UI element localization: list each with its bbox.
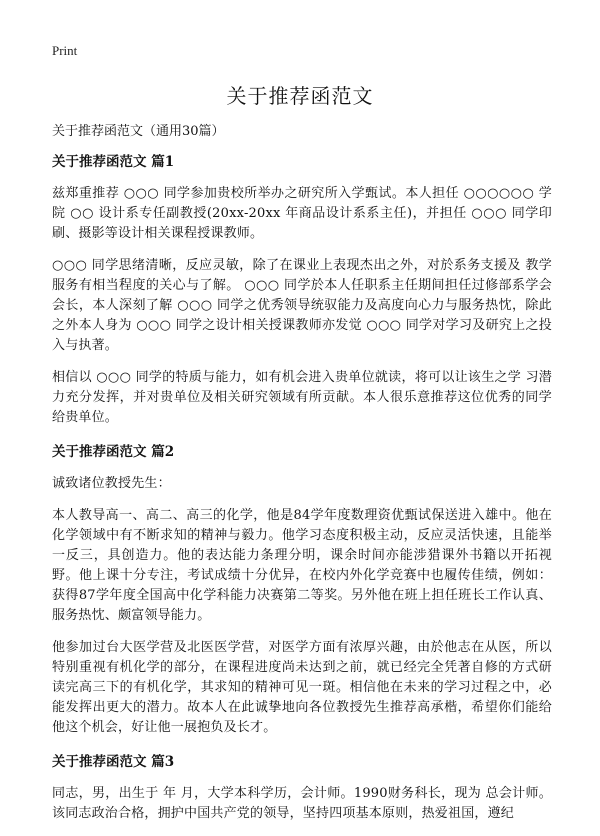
print-link[interactable]: Print [52, 43, 78, 58]
paragraph: 相信以 ○○○ 同学的特质与能力，如有机会进入贵单位就读，将可以让该生之学 习潜力充分发挥，并对贵单位及相关研究领域有所贡献。本人很乐意推荐这位优秀的同学给贵单位。 [52, 370, 552, 425]
document-body [52, 150, 552, 836]
paragraph: ○○○ 同学思绪清晰，反应灵敏，除了在课业上表现杰出之外，对於系务支援及 教学服务有相当程度的关心与了解。 ○○○ 同学於本人任职系主任期间担任过修部系学会会长，本人深刻了解 ○○○ 同学之优秀领导统驭能力及高度向心力与服务热忱，除此之外本人身为 ○○○ 同学之设计相关授课教师亦发觉 ○○○ 同学对学习及研究上之投入与执著。 [52, 258, 552, 353]
section-2 [52, 440, 552, 738]
section-heading: 关于推荐函范文 篇1 [52, 154, 175, 170]
salutation: 诚致诸位教授先生： [52, 476, 171, 491]
section-1 [52, 150, 552, 428]
section-3 [52, 750, 552, 824]
section-heading: 关于推荐函范文 篇2 [52, 444, 175, 460]
paragraph: 兹郑重推荐 ○○○ 同学参加贵校所举办之研究所入学甄试。本人担任 ○○○○○○ 学院 ○○ 设计系专任副教授(20xx-20xx 年商品设计系系主任)，并担任 ○○○ 同学印刷、摄影等设计相关课程授课教师。 [52, 186, 552, 241]
paragraph: 他参加过台大医学营及北医医学营，对医学方面有浓厚兴趣，由於他志在从医，所以特别重视有机化学的部分，在课程进度尚未达到之前，就已经完全凭著自修的方式研读完高三下的有机化学，其求知的精神可见一斑。相信他在未来的学习过程之中，必能发挥出更大的潜力。故本人在此诚挚地向各位教授先生推荐高承楷，希望你们能给他这个机会，好让他一展抱负及长才。 [52, 640, 552, 735]
page-title: 关于推荐函范文 [226, 84, 374, 108]
paragraph: 同志，男，出生于 年 月，大学本科学历，会计师。1990财务科长，现为 总会计师。该同志政治合格，拥护中国共产党的领导，坚持四项基本原则，热爱祖国，遵纪 [52, 786, 552, 821]
document-subtitle: 关于推荐函范文（通用30篇） [52, 124, 225, 139]
section-heading: 关于推荐函范文 篇3 [52, 754, 175, 770]
paragraph: 本人教导高一、高二、高三的化学，他是84学年度数理资优甄试保送进入雄中。他在化学领域中有不断求知的精神与毅力。他学习态度积极主动，反应灵活快速，且能举一反三，具创造力。他的表达能力条理分明，课余时间亦能涉猎课外书籍以开拓视野。他上课十分专注，考试成绩十分优异，在校内外化学竞赛中也履传佳绩，例如：获得87学年度全国高中化学科能力决赛第二等奖。另外他在班上担任班长工作认真、服务热忱、颇富领导能力。 [52, 508, 552, 623]
